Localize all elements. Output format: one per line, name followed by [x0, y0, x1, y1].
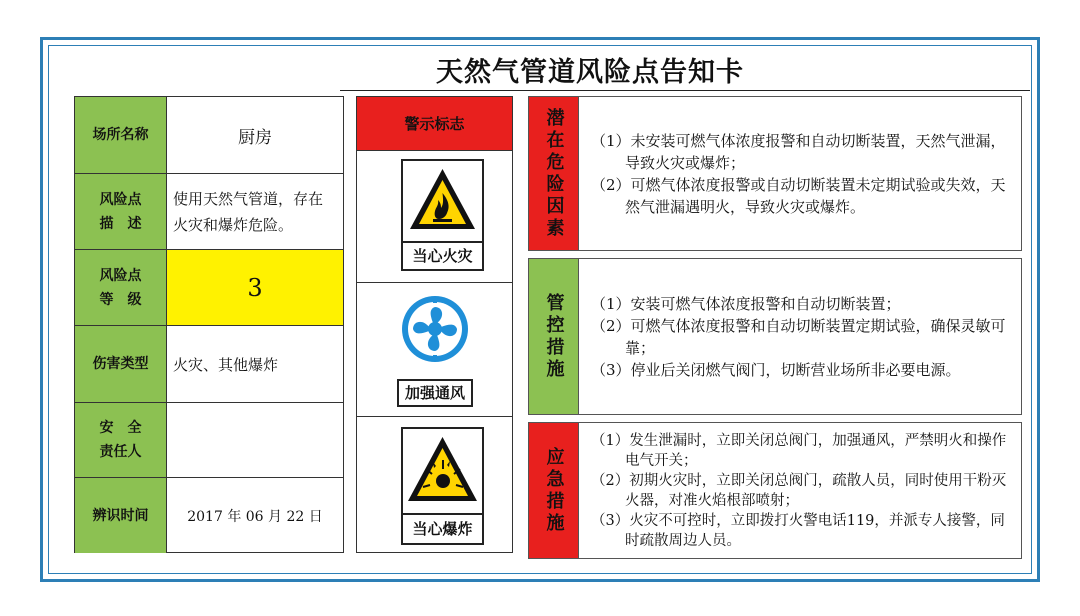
- list-item: （3）停业后关闭燃气阀门，切断营业场所非必要电源。: [591, 360, 961, 379]
- hazard-factors-label-box: [529, 97, 579, 250]
- ventilation-fan-icon: [397, 287, 473, 377]
- list-item: （1）发生泄漏时，立即关闭总阀门，加强通风，严禁明火和操作电气开关；: [591, 432, 1007, 469]
- hazard-factors-list: [591, 97, 1013, 250]
- info-label: 伤害类型: [75, 326, 167, 402]
- card-title: 天然气管道风险点告知卡: [436, 57, 744, 88]
- info-value-harm-type: 火灾、其他爆炸: [173, 355, 279, 374]
- info-row-harm-type: [75, 326, 343, 403]
- list-item: （2）可燃气体浓度报警或自动切断装置未定期试验或失效，天然气泄漏遇明火，导致火灾或爆炸。: [591, 175, 1006, 216]
- explosion-warning-icon: [403, 429, 482, 515]
- info-row-location: [75, 97, 343, 174]
- list-item: （2）可燃气体浓度报警和自动切断装置定期试验，确保灵敏可靠；: [591, 316, 1006, 357]
- control-measures-panel: [528, 258, 1022, 415]
- info-value-level: 3: [167, 250, 343, 325]
- warning-signs-header: 警示标志: [357, 97, 512, 151]
- sign-caption: 当心火灾: [403, 241, 482, 269]
- sign-cell-fire: [357, 151, 512, 283]
- list-item: （2）初期火灾时，立即关闭总阀门，疏散人员，同时使用干粉灭火器，对准火焰根部喷射；: [591, 472, 1007, 509]
- info-value-location: 厨房: [238, 127, 272, 148]
- emergency-measures-label-box: [529, 423, 579, 558]
- warning-signs-column: [356, 96, 513, 553]
- list-item: （1）安装可燃气体浓度报警和自动切断装置；: [591, 294, 901, 313]
- emergency-measures-label: 应急措施: [543, 446, 565, 535]
- control-measures-label: 管控措施: [543, 292, 565, 381]
- list-item: （3）火灾不可控时，立即拨打火警电话119，并派专人接警，同时疏散周边人员。: [591, 512, 1005, 549]
- sign-card: [401, 427, 484, 545]
- info-table: [74, 96, 344, 553]
- fire-warning-icon: [403, 161, 482, 243]
- info-row-responsible: [75, 403, 343, 478]
- info-row-level: [75, 250, 343, 326]
- list-item: （1）未安装可燃气体浓度报警和自动切断装置，天然气泄漏，导致火灾或爆炸；: [591, 131, 1006, 172]
- sign-cell-ventilation: [357, 283, 512, 417]
- info-value-description: 使用天然气管道，存在火灾和爆炸危险。: [173, 189, 324, 234]
- title-underline: [340, 90, 1030, 91]
- info-label: 场所名称: [75, 97, 167, 173]
- info-value-responsible: [167, 403, 343, 477]
- emergency-measures-list: [591, 423, 1013, 558]
- info-label: 辨识时间: [75, 478, 167, 553]
- emergency-measures-panel: [528, 422, 1022, 559]
- hazard-factors-label: 潜在危险因素: [543, 107, 565, 240]
- info-label: 安 全 责任人: [75, 403, 167, 477]
- info-label: 风险点 描 述: [75, 174, 167, 249]
- info-label: 风险点 等 级: [75, 250, 167, 325]
- sign-card: [401, 159, 484, 271]
- control-measures-list: [591, 259, 1013, 414]
- sign-caption: 加强通风: [397, 379, 473, 407]
- info-row-description: [75, 174, 343, 250]
- info-value-date: 2017 年 06 月 22 日: [187, 508, 323, 525]
- sign-cell-explosion: [357, 417, 512, 552]
- control-measures-label-box: [529, 259, 579, 414]
- info-row-date: [75, 478, 343, 553]
- hazard-factors-panel: [528, 96, 1022, 251]
- sign-caption: 当心爆炸: [403, 513, 482, 543]
